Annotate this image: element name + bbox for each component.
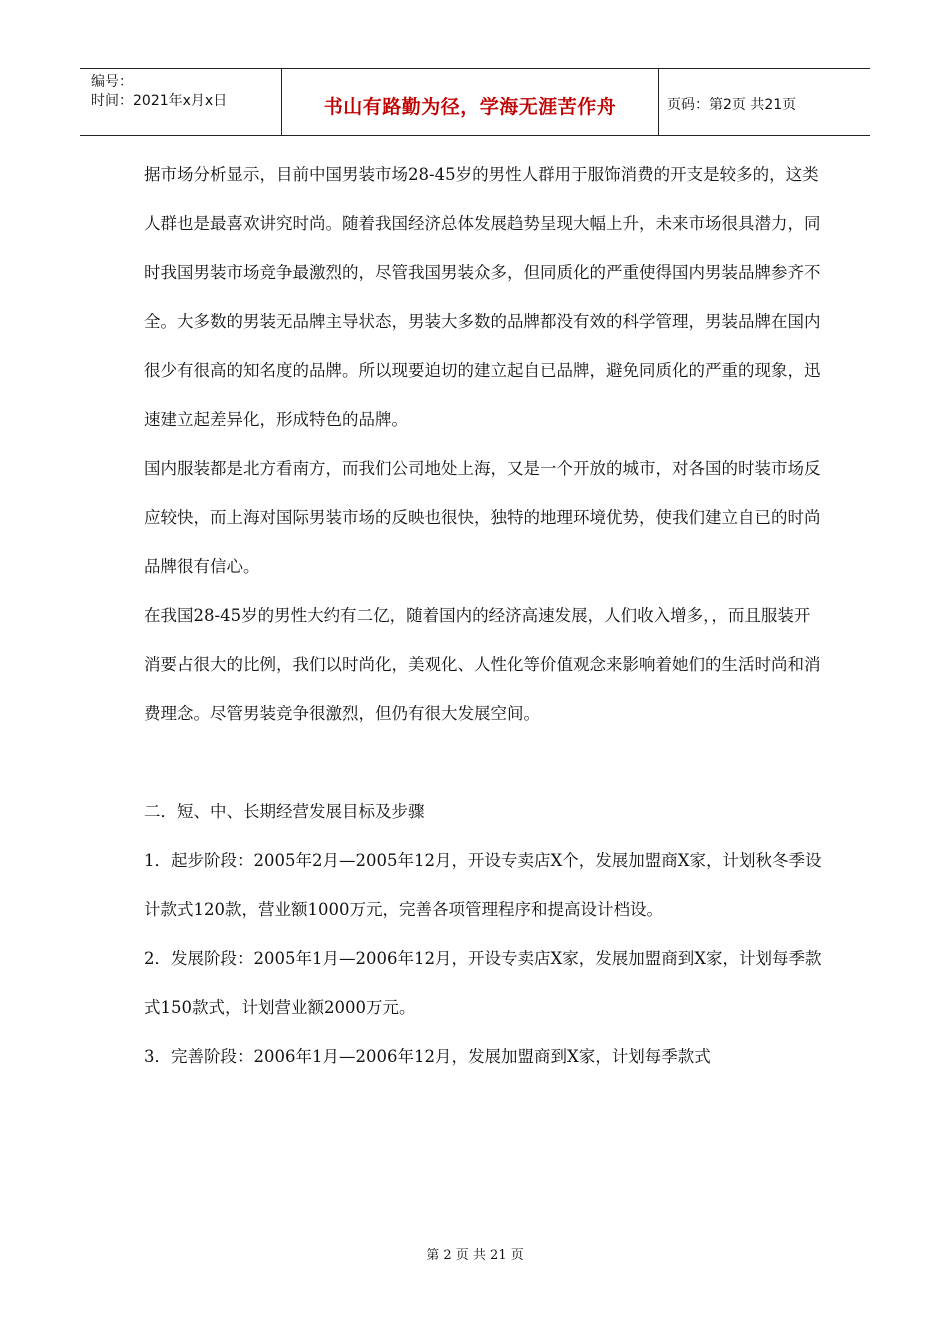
body-paragraph: 在我国28-45岁的男性大约有二亿，随着国内的经济高速发展，人们收入增多，，而且服装开消要占很大的比例，我们以时尚化，美观化、人性化等价值观念来影响着她们的生活时尚和消费理念。尽管男装竞争很激烈，但仍有很大发展空间。 [144,606,821,723]
time-label: 时间：2021年x月x日 [91,93,228,109]
document-body [144,150,824,1081]
header-meta [80,69,282,135]
body-paragraph: 国内服装都是北方看南方，而我们公司地处上海，又是一个开放的城市，对各国的时装市场反应较快，而上海对国际男装市场的反映也很快，独特的地理环境优势，使我们建立自已的时尚品牌很有信心。 [144,459,821,576]
list-item: 1．起步阶段：2005年2月—2005年12月，开设专卖店X个，发展加盟商X家，计划秋冬季设计款式120款，营业额1000万元，完善各项管理程序和提高设计档设。 [144,851,822,919]
page-footer: 第 2 页 共 21 页 [426,1248,524,1263]
list-item: 3．完善阶段：2006年1月—2006年12月，发展加盟商到X家，计划每季款式 [144,1047,711,1066]
list-item: 2．发展阶段：2005年1月—2006年12月，开设专卖店X家，发展加盟商到X家，计划每季款式150款式，计划营业额2000万元。 [144,949,822,1017]
blank-line [144,738,824,787]
header-motto: 书山有路勤为径，学海无涯苦作舟 [282,69,659,135]
section-heading: 二．短、中、长期经营发展目标及步骤 [144,802,425,821]
page-header [80,68,870,136]
body-paragraph: 据市场分析显示，目前中国男装市场28-45岁的男性人群用于服饰消费的开支是较多的，这类人群也是最喜欢讲究时尚。随着我国经济总体发展趋势呈现大幅上升，未来市场很具潜力，同时我国男装市场竞争最激烈的，尽管我国男装众多，但同质化的严重使得国内男装品牌参齐不全。大多数的男装无品牌主导状态，男装大多数的品牌都没有效的科学管理，男装品牌在国内很少有很高的知名度的品牌。所以现要迫切的建立起自已品牌，避免同质化的严重的现象，迅速建立起差异化，形成特色的品牌。 [144,165,821,429]
doc-number-label: 编号： [91,74,133,90]
header-page-number: 页码：第2页 共21页 [667,97,797,113]
